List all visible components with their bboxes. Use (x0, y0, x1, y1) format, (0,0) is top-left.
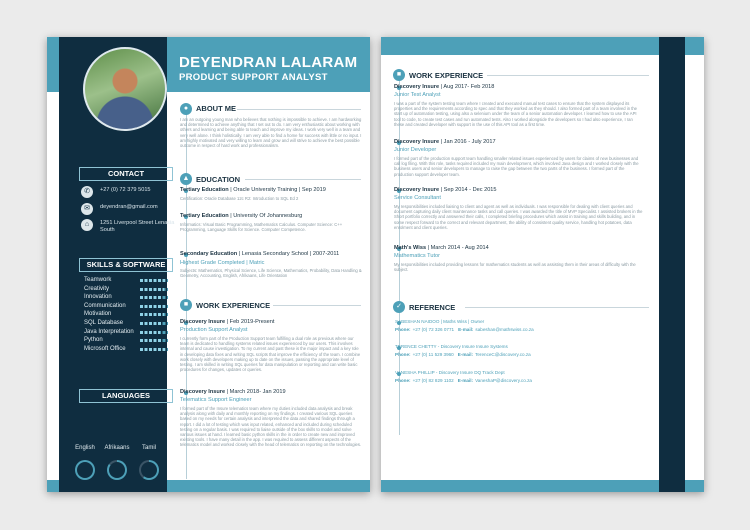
language-ring-center (77, 462, 93, 478)
about-text: I am an outgoing young man who believes that nothing is impossible to achieve. I am hardworking and determined to achieve anything that I set out to do. I am very enthusiastic about working with others and learning and being able to teach and improve my ideas. I work very well in a team and very well alone. I think holistically. I am very able to find a home for success with little or no input. I am highly motivated and very willing to learn and grow and will strive to achieve the best possible outcome in respect of hard work and professionalism. (180, 117, 362, 149)
skill-label: Creativity (84, 285, 110, 292)
work-title (180, 389, 286, 395)
work-title (394, 84, 494, 90)
work-text: I currently form part of the Production Support team fulfilling a dual role as previous where our team is dedicated to handling systems related issues experienced by our users. This involves internal and cause investigation. To my current and past these is the major impact and a key role in developing data fixes and writing SQL scripts that improve the efficiency of the team. I combine work closely with developers making up to date on the issues, passing the appropriate level of testing. I am skilled in writing SQL queries for data manipulation or reporting and can write basic procedures for changes, updates or queries. (180, 336, 361, 373)
reference-contact (395, 378, 532, 383)
language-level-ring (107, 460, 127, 480)
briefcase-icon: ■ (180, 299, 192, 311)
skill-level-bar (140, 331, 168, 334)
education-title-strong: Tertiary Education (180, 187, 229, 193)
skill-level-fill (140, 322, 162, 325)
reference-email: TerenceC@discovery.co.za (475, 352, 531, 357)
work-dates: | March 2018- Jan 2019 (225, 389, 286, 395)
contact-text: 1251 Liverpool Street Lenasia South (100, 220, 175, 233)
language-level-ring (139, 460, 159, 480)
work-role: Junior Developer (394, 147, 437, 153)
work-dates: | Aug 2017- Feb 2018 (439, 84, 495, 90)
work-company: Discovery Insure (180, 389, 226, 395)
reference-name: VANESHA PHILLIP - Discovery Insure DQ Track Dept (395, 370, 505, 375)
work-dates: | Sep 2014 - Dec 2015 (439, 187, 497, 193)
reference-phone-label: Phone: (395, 327, 411, 332)
education-title (180, 213, 302, 219)
skill-label: Motivation (84, 311, 112, 318)
skill-level-bar (140, 322, 168, 325)
reference-phone: +27 (0) 82 829 1102 (412, 378, 454, 383)
contact-item (81, 203, 177, 217)
work-company: Discovery Insure (180, 319, 226, 325)
skill-item (84, 294, 174, 302)
skill-level-bar (140, 279, 168, 282)
education-subtitle: Highest Grade Completed | Matric (180, 260, 265, 266)
skill-label: Python (84, 337, 103, 344)
section-divider (465, 307, 649, 308)
work-role: Telematics Support Engineer (180, 397, 252, 403)
work-company: Discovery Insure (394, 139, 440, 145)
work-heading: WORK EXPERIENCE (409, 71, 484, 80)
reference-phone: +27 (0) 72 326 0771 (412, 327, 455, 332)
work-title (394, 245, 489, 251)
avatar (83, 47, 167, 131)
skill-level-fill (140, 339, 161, 342)
work-text: I formed part of the Insure telematics team where my duties included data analysis and break analysis along with daily and monthly reporting on my findings. I created various SQL queries based on my needs for certain analysis and interpreted the data and shared findings through a report. I did a lot of testing which was input related, enhanced and included during scheduled testing on a regular basis. I was required to liaise outside of the box skills to model and solve various issues at hand. I learned basic python skills in the in order to create new and improved existing tools. I have many detail in the app. I was required to assess different aspects of the telematics model and worked closely with the head of telematics on reporting on the technologies. (180, 406, 362, 448)
skill-level-fill (140, 279, 165, 282)
about-heading: ABOUT ME (196, 104, 236, 113)
work-role: Junior Test Analyst (394, 92, 441, 98)
person-icon: ● (180, 103, 192, 115)
education-title-strong: Tertiary Education (180, 213, 229, 219)
work-company: Math's Wiss (394, 245, 427, 251)
work-title (394, 187, 497, 193)
education-title (180, 187, 326, 193)
skill-item (84, 337, 174, 345)
skill-level-fill (140, 313, 164, 316)
contact-item (81, 219, 177, 233)
education-heading: EDUCATION (196, 175, 241, 184)
skill-item (84, 311, 174, 319)
work-text: I was a part of the system testing team where I created and executed manual test cases to ensure that the system displayed its properties and the requirements according to spec and that they worked as they should. I also formed part of a team involved in the start up of automation testing, using also a selenium under the team of a senior automation developer. I learned how to use the API tool to code, to create test cases and run automated tests. Also I worked alongside the developers so I had also experience, I ran these and created developer with support in the use of this API tool as a first time. (394, 101, 638, 127)
skill-level-bar (140, 313, 168, 316)
section-divider (237, 109, 361, 110)
reference-email-label: E-mail: (457, 378, 474, 383)
right-sidebar (659, 37, 685, 492)
skill-level-fill (140, 296, 162, 299)
language-label: English (75, 445, 95, 451)
reference-email: sabeshan@mathswiss.co.za (475, 327, 534, 332)
work-role: Production Support Analyst (180, 327, 248, 333)
education-title (180, 251, 339, 257)
skill-item (84, 346, 174, 354)
work-dates: | Feb 2019-Present (225, 319, 275, 325)
skill-level-bar (140, 339, 168, 342)
reference-contact (395, 352, 531, 357)
reference-contact (395, 327, 534, 332)
language-level-ring (75, 460, 95, 480)
skill-item (84, 329, 174, 337)
work-title (394, 139, 496, 145)
work-title (180, 319, 274, 325)
work-role: Mathematics Tutor (394, 253, 441, 259)
skill-level-fill (140, 331, 160, 334)
reference-name: TERENCE CHETTY - Discovery Insure Insure Systems (395, 344, 508, 349)
work-company: Discovery Insure (394, 84, 440, 90)
work-heading: WORK EXPERIENCE (196, 301, 271, 310)
skill-level-bar (140, 348, 168, 351)
briefcase-icon: ■ (393, 69, 405, 81)
skill-label: Communication (84, 302, 126, 309)
email-icon: ✉ (81, 203, 93, 215)
reference-phone: +27 (0) 11 529 3960 (412, 352, 454, 357)
language-ring-center (109, 462, 125, 478)
skill-level-bar (140, 296, 168, 299)
reference-email: VaneshaP@discovery.co.za (475, 378, 532, 383)
skill-label: Innovation (84, 294, 112, 301)
skill-label: Microsoft Office (84, 345, 126, 352)
education-text: Certification: Oracle Database 12c R2: Introduction to SQL Ed 2 (180, 196, 299, 201)
education-detail: | University Of Johannesburg (228, 213, 303, 219)
reference-phone-label: Phone: (395, 378, 411, 383)
education-text: Informatics: Visual Basic Programming, Mathematics Calculus. Computer Science: C++ Programming, Language Skills for Science. Computer Competence. (180, 222, 343, 233)
footer-band (381, 480, 704, 492)
work-company: Discovery Insure (394, 187, 440, 193)
skill-label: Java Interpretation (84, 328, 134, 335)
education-title-strong: Secondary Education (180, 251, 238, 257)
location-icon: ⌂ (81, 219, 93, 231)
reference-email-label: E-mail: (457, 352, 474, 357)
work-dates: | March 2014 - Aug 2014 (426, 245, 489, 251)
skill-level-bar (140, 305, 168, 308)
skill-item (84, 320, 174, 328)
work-text: My responsibilities included providing lessons for mathematics students as well as assisting them in their areas of difficulty with the subject. (394, 262, 636, 272)
section-divider (273, 305, 361, 306)
skill-item (84, 303, 174, 311)
education-detail: | Oracle University Training | Sep 2019 (228, 187, 326, 193)
header-band (381, 37, 704, 55)
reference-heading: REFERENCE (409, 303, 456, 312)
contact-text: deyendran@gmail.com (100, 204, 158, 210)
job-title: PRODUCT SUPPORT ANALYST (179, 72, 328, 83)
skill-item (84, 286, 174, 294)
skill-item (84, 277, 174, 285)
education-detail: | Lenasia Secondary School | 2007-2011 (237, 251, 340, 257)
languages-heading: LANGUAGES (79, 389, 173, 403)
skill-level-fill (140, 348, 165, 351)
work-text: My responsibilities included liaising to client and agent as well as individuals. I was responsible for dealing with client queries and document capturing daily client maintenance tasks and call queries. I was awarded the title of MVP Specialist. I assisted brokers in the Short portfolio correctly and answered their calls, I completed briefing procedures which assist in training and skills building, and in some respect forward to the correct and relevant department, the ability of consistent quality service, handling hot potatoes, data enrolment and client queries. (394, 204, 643, 230)
section-divider (245, 179, 361, 180)
skill-level-fill (140, 305, 165, 308)
graduation-cap-icon: ▲ (180, 173, 192, 185)
reference-name: SABESHAN NAIDOO | Maths Wiss | Owner (395, 319, 485, 324)
work-role: Service Consultant (394, 195, 441, 201)
skills-heading: SKILLS & SOFTWARE (79, 258, 173, 272)
language-label: Afrikaans (104, 445, 130, 451)
resume-page-2 (381, 37, 704, 492)
skill-label: SQL Database (84, 320, 124, 326)
section-divider (487, 75, 649, 76)
work-dates: | Jan 2016 - July 2017 (439, 139, 496, 145)
resume-page-1 (47, 37, 370, 492)
contact-item (81, 186, 177, 200)
language-ring-center (141, 462, 157, 478)
phone-icon: ✆ (81, 186, 93, 198)
language-label: Tamil (141, 445, 156, 451)
reference-phone-label: Phone: (395, 352, 411, 357)
skill-level-fill (140, 288, 164, 291)
contact-text: +27 (0) 72 379 5015 (100, 187, 151, 193)
education-text: Subjects: Mathematics, Physical Science, Life Science, Mathematics, Probability, Data Handling & Geometry, Accounting, English, Afrikaans, Life Orientation (180, 268, 362, 279)
contact-heading: CONTACT (79, 167, 173, 181)
work-text: I formed part of the production support team handling smaller related issues experienced by users for claims of new businesses and call log filing. With this role, tasks required included my main development, which involved Java design and I worked closely with the business users and senior developers to manage to raise the gap between the two parts of the business. I formed part of the production support developer team. (394, 156, 639, 177)
skill-label: Teamwork (84, 277, 112, 283)
resume-name: DEYENDRAN LALARAM (179, 54, 358, 71)
sidebar (59, 37, 175, 492)
skill-level-bar (140, 288, 168, 291)
reference-email-label: E-mail: (458, 327, 474, 332)
reference-icon: ✓ (393, 301, 405, 313)
